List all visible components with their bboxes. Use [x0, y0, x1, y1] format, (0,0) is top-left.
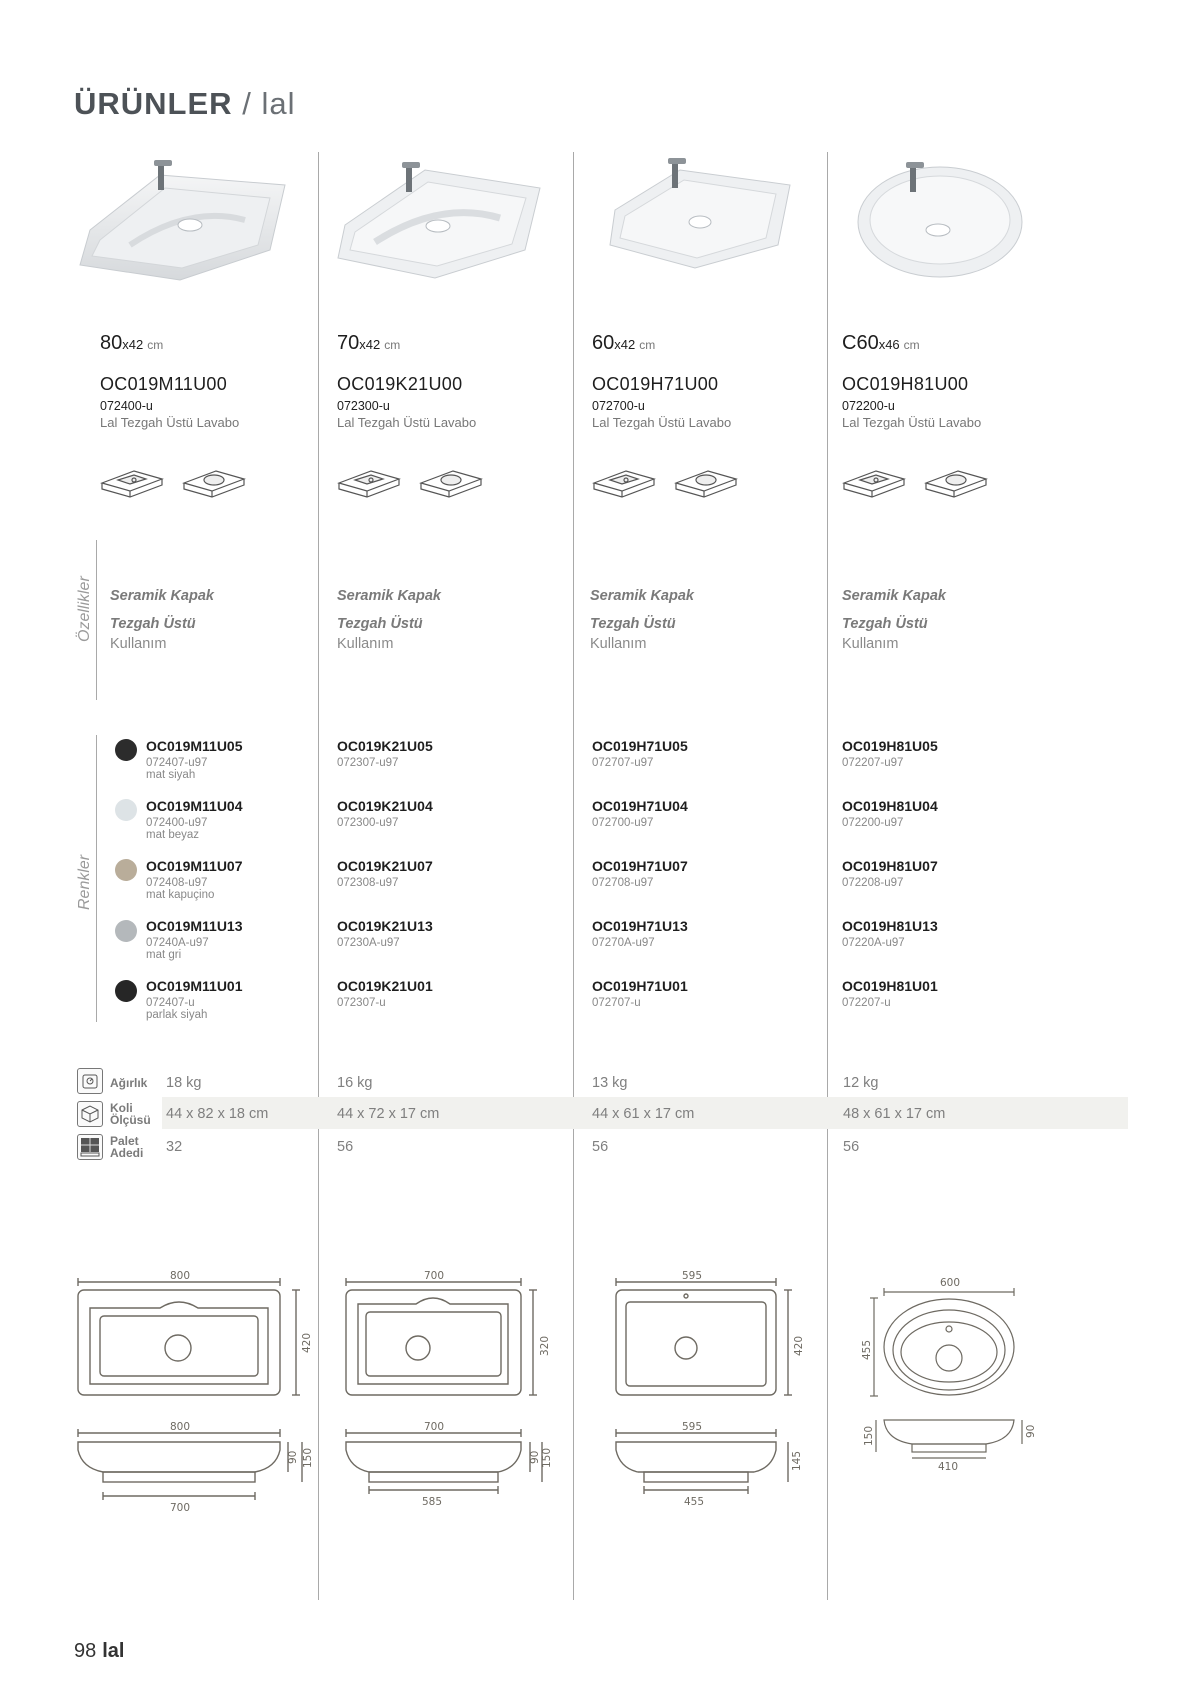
pallet-count-value: 56 [592, 1139, 609, 1155]
countertop-basin-icon [102, 471, 162, 497]
variant-code: OC019H81U04 [842, 798, 938, 814]
product-dimensions: C60x46 cm [842, 332, 920, 354]
technical-drawing-80 [70, 1268, 315, 1523]
color-swatch-mat-siyah [115, 739, 137, 761]
product-code: OC019K21U00 [337, 374, 463, 394]
drawing-side-height1: 145 [791, 1450, 803, 1471]
countertop-basin-round-icon [184, 471, 244, 497]
variant-code: OC019M11U13 [146, 918, 243, 934]
pallet-count-value: 32 [166, 1139, 183, 1155]
product-sku: 072200-u [842, 399, 895, 413]
variant-code: OC019K21U13 [337, 918, 433, 934]
drawing-top-width: 700 [424, 1270, 445, 1282]
features-bracket [96, 540, 97, 700]
variant-code: OC019H81U07 [842, 858, 938, 874]
variant-sku: 072300-u97 [337, 817, 399, 829]
variant-color-name: mat siyah [146, 769, 196, 781]
page-footer [74, 1640, 125, 1663]
pallet-label-line1: Palet [110, 1134, 139, 1148]
variant-code: OC019M11U05 [146, 738, 243, 754]
page-title-separator: / [242, 86, 252, 121]
box-icon [77, 1101, 103, 1127]
variant-sku: 072408-u97 [146, 877, 208, 889]
feature-countertop: Tezgah Üstü [110, 616, 196, 632]
variant-code: OC019M11U01 [146, 978, 243, 994]
feature-ceramic-cover: Seramik Kapak [590, 588, 694, 604]
feature-usage: Kullanım [590, 636, 647, 652]
countertop-basin-round-icon [676, 471, 736, 497]
drawing-side-base: 585 [422, 1496, 443, 1508]
variant-sku: 072708-u97 [592, 877, 654, 889]
pallet-label-line2: Adedi [110, 1146, 144, 1160]
product-sku: 072300-u [337, 399, 390, 413]
variant-sku: 07270A-u97 [592, 937, 655, 949]
weight-label: Ağırlık [110, 1076, 148, 1090]
product-dimensions: 70x42 cm [337, 332, 401, 354]
colors-bracket [96, 735, 97, 1022]
variant-code: OC019K21U07 [337, 858, 433, 874]
box-size-value: 44 x 61 x 17 cm [592, 1106, 695, 1122]
scale-icon [77, 1068, 103, 1094]
variant-sku: 072207-u97 [842, 757, 904, 769]
variant-code: OC019M11U04 [146, 798, 243, 814]
variant-code: OC019H71U04 [592, 798, 688, 814]
page-number: 98 [74, 1640, 97, 1662]
drawing-top-width: 600 [940, 1277, 961, 1289]
column-divider [573, 152, 574, 1600]
drawing-side-base: 700 [170, 1502, 191, 1514]
drawing-side-height2: 90 [1025, 1424, 1037, 1438]
variant-code: OC019H81U01 [842, 978, 938, 994]
variant-sku: 07220A-u97 [842, 937, 905, 949]
countertop-basin-icon [339, 471, 399, 497]
variant-sku: 072407-u97 [146, 757, 208, 769]
variant-code: OC019H71U01 [592, 978, 688, 994]
variant-code: OC019H71U07 [592, 858, 688, 874]
color-swatch-parlak-siyah [115, 980, 137, 1002]
feature-usage: Kullanım [842, 636, 899, 652]
pallet-count-value: 56 [337, 1139, 354, 1155]
technical-drawing-70 [336, 1268, 551, 1523]
product-name: Lal Tezgah Üstü Lavabo [100, 415, 240, 430]
features-section-label: Özellikler [76, 576, 93, 642]
product-name: Lal Tezgah Üstü Lavabo [592, 415, 732, 430]
installation-icons [337, 463, 487, 505]
drawing-side-height2: 150 [541, 1447, 553, 1468]
weight-value: 16 kg [337, 1075, 373, 1091]
box-size-label-line2: Ölçüsü [110, 1113, 151, 1127]
product-dimensions: 80x42 cm [100, 332, 164, 354]
feature-usage: Kullanım [337, 636, 394, 652]
drawing-top-width: 800 [170, 1270, 191, 1282]
countertop-basin-icon [594, 471, 654, 497]
variant-color-name: mat gri [146, 949, 182, 961]
variant-code: OC019K21U05 [337, 738, 433, 754]
installation-icons [842, 463, 992, 505]
product-image-c60 [850, 150, 1030, 290]
column-divider [827, 152, 828, 1600]
drawing-side-width: 595 [682, 1421, 703, 1433]
variant-code: OC019H81U05 [842, 738, 938, 754]
weight-value: 13 kg [592, 1075, 628, 1091]
countertop-basin-round-icon [926, 471, 986, 497]
product-sku: 072400-u [100, 399, 153, 413]
variant-sku: 072208-u97 [842, 877, 904, 889]
pallet-icon [77, 1134, 103, 1160]
drawing-side-height1: 90 [287, 1450, 299, 1464]
feature-ceramic-cover: Seramik Kapak [110, 588, 214, 604]
variant-sku: 07240A-u97 [146, 937, 209, 949]
drawing-side-base: 410 [938, 1461, 959, 1473]
product-code: OC019M11U00 [100, 374, 228, 394]
box-size-value: 44 x 82 x 18 cm [166, 1106, 269, 1122]
variant-code: OC019M11U07 [146, 858, 243, 874]
weight-value: 12 kg [843, 1075, 879, 1091]
variant-code: OC019H81U13 [842, 918, 938, 934]
colors-section-label: Renkler [76, 854, 93, 910]
drawing-side-width: 700 [424, 1421, 445, 1433]
product-name: Lal Tezgah Üstü Lavabo [842, 415, 982, 430]
variant-code: OC019K21U01 [337, 978, 433, 994]
feature-countertop: Tezgah Üstü [590, 616, 676, 632]
product-image-60 [600, 150, 800, 280]
product-dimensions: 60x42 cm [592, 332, 656, 354]
color-swatch-mat-kapucino [115, 859, 137, 881]
variant-sku: 07230A-u97 [337, 937, 400, 949]
drawing-top-width: 595 [682, 1270, 703, 1282]
variant-code: OC019H71U13 [592, 918, 688, 934]
product-code: OC019H81U00 [842, 374, 969, 394]
drawing-top-height: 420 [301, 1332, 313, 1353]
weight-value: 18 kg [166, 1075, 202, 1091]
variant-sku: 072308-u97 [337, 877, 399, 889]
variant-sku: 072407-u [146, 997, 195, 1009]
footer-series-name: lal [102, 1640, 125, 1662]
variant-color-name: mat beyaz [146, 829, 200, 841]
drawing-side-height2: 150 [302, 1447, 314, 1468]
page-title [74, 86, 295, 122]
feature-usage: Kullanım [110, 636, 167, 652]
variant-sku: 072700-u97 [592, 817, 654, 829]
drawing-side-width: 800 [170, 1421, 191, 1433]
variant-color-name: parlak siyah [146, 1009, 208, 1021]
installation-icons [100, 463, 250, 505]
product-code: OC019H71U00 [592, 374, 719, 394]
variant-sku: 072307-u97 [337, 757, 399, 769]
drawing-side-height1: 150 [863, 1425, 875, 1446]
feature-ceramic-cover: Seramik Kapak [337, 588, 441, 604]
variant-color-name: mat kapuçino [146, 889, 215, 901]
countertop-basin-round-icon [421, 471, 481, 497]
countertop-basin-icon [844, 471, 904, 497]
variant-sku: 072200-u97 [842, 817, 904, 829]
page-title-series: lal [261, 86, 296, 121]
product-image-80 [70, 150, 300, 290]
pallet-count-value: 56 [843, 1139, 860, 1155]
product-image-70 [330, 150, 550, 290]
variant-sku: 072307-u [337, 997, 386, 1009]
variant-code: OC019H71U05 [592, 738, 688, 754]
product-name: Lal Tezgah Üstü Lavabo [337, 415, 477, 430]
feature-countertop: Tezgah Üstü [337, 616, 423, 632]
installation-icons [592, 463, 742, 505]
feature-countertop: Tezgah Üstü [842, 616, 928, 632]
drawing-side-height1: 90 [529, 1450, 541, 1464]
column-divider [318, 152, 319, 1600]
feature-ceramic-cover: Seramik Kapak [842, 588, 946, 604]
variant-sku: 072207-u [842, 997, 891, 1009]
color-swatch-mat-gri [115, 920, 137, 942]
drawing-top-height: 455 [861, 1339, 873, 1360]
box-size-label-line1: Koli [110, 1101, 133, 1115]
variant-code: OC019K21U04 [337, 798, 433, 814]
technical-drawing-c60 [861, 1268, 1037, 1483]
color-swatch-mat-beyaz [115, 799, 137, 821]
page-title-main: ÜRÜNLER [74, 86, 233, 121]
technical-drawing-60 [604, 1268, 804, 1523]
variant-sku: 072400-u97 [146, 817, 208, 829]
drawing-top-height: 320 [539, 1335, 551, 1356]
box-size-value: 44 x 72 x 17 cm [337, 1106, 440, 1122]
variant-sku: 072707-u [592, 997, 641, 1009]
box-size-value: 48 x 61 x 17 cm [843, 1106, 946, 1122]
product-sku: 072700-u [592, 399, 645, 413]
drawing-top-height: 420 [793, 1335, 805, 1356]
drawing-side-base: 455 [684, 1496, 705, 1508]
variant-sku: 072707-u97 [592, 757, 654, 769]
